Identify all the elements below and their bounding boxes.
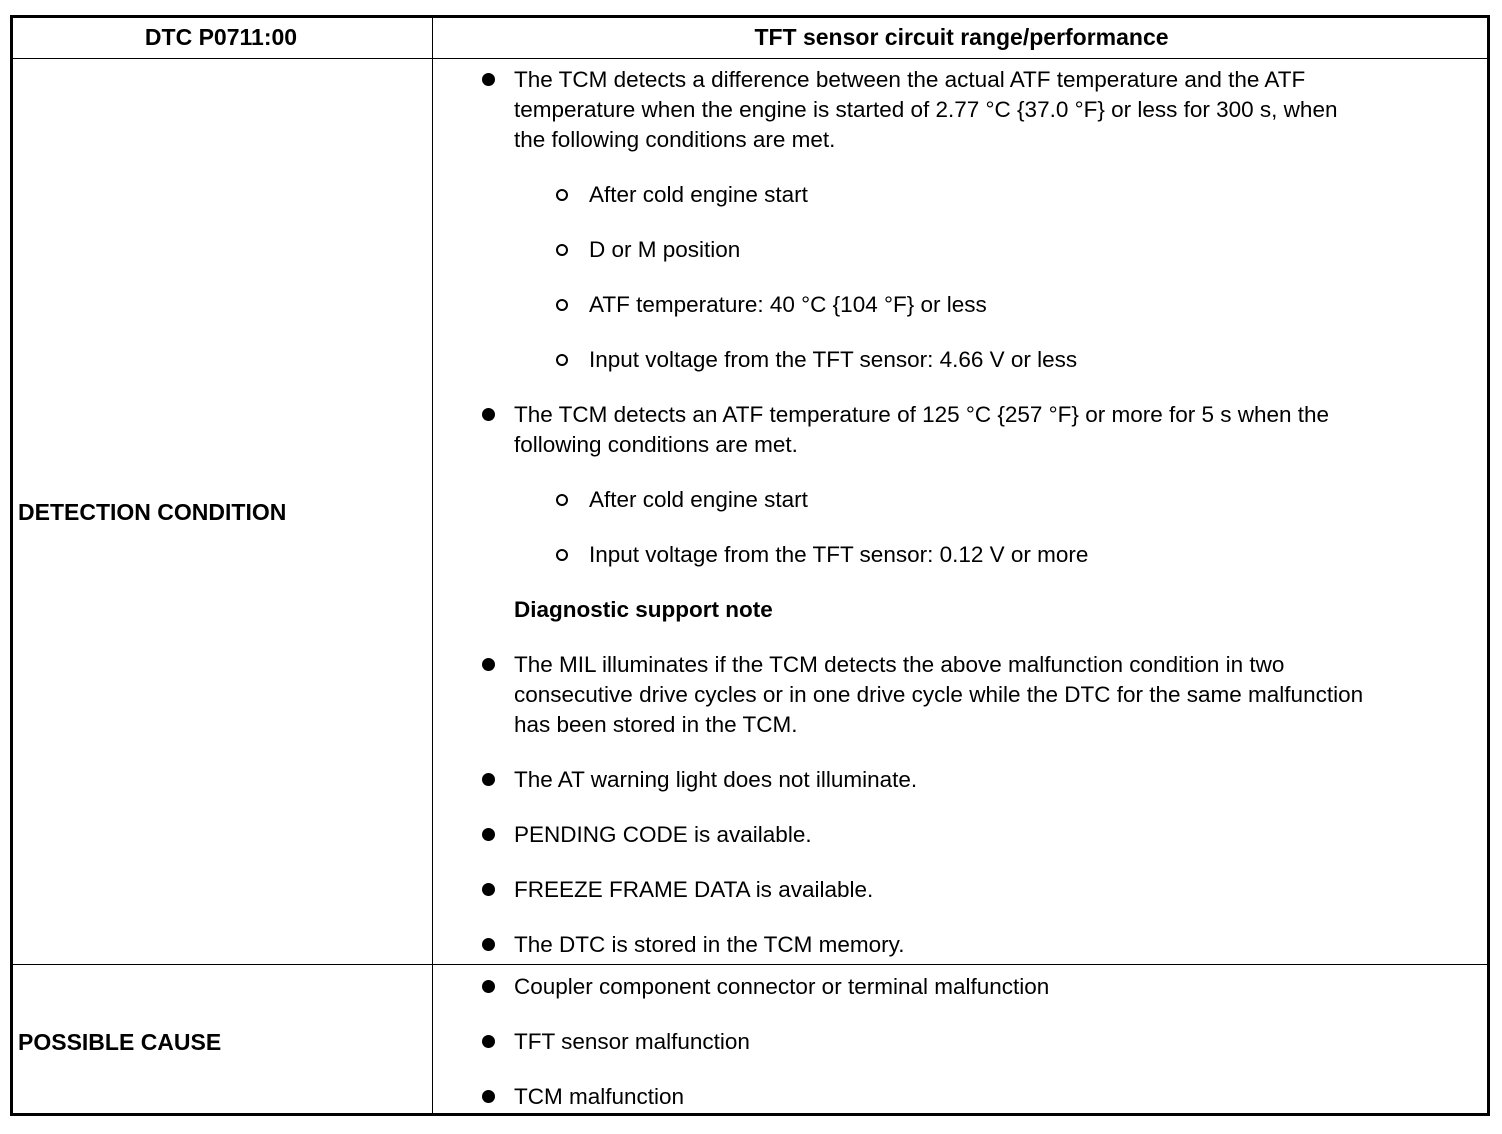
bullet-icon — [482, 1035, 495, 1048]
bullet-icon — [482, 828, 495, 841]
circle-bullet-icon — [556, 189, 568, 201]
detection-item-2-line-1: The TCM detects an ATF temperature of 125 °C {257 °F} or more for 5 s when the — [514, 402, 1330, 427]
detection-item-1-line-1: The TCM detects a difference between the actual ATF temperature and the ATF — [514, 67, 1306, 92]
cause-item: TFT sensor malfunction — [514, 1029, 750, 1054]
dtc-title-header: TFT sensor circuit range/performance — [754, 24, 1169, 50]
condition-item: Input voltage from the TFT sensor: 0.12 V or more — [589, 542, 1089, 567]
note-1-line-2: consecutive drive cycles or in one drive cycle while the DTC for the same malfunction — [514, 682, 1364, 707]
cause-item: Coupler component connector or terminal malfunction — [514, 974, 1050, 999]
condition-item: Input voltage from the TFT sensor: 4.66 V or less — [589, 347, 1078, 372]
bullet-icon — [482, 658, 495, 671]
condition-item: D or M position — [589, 237, 741, 262]
note-item: FREEZE FRAME DATA is available. — [514, 877, 874, 902]
column-divider — [432, 15, 433, 1116]
condition-item: ATF temperature: 40 °C {104 °F} or less — [589, 292, 987, 317]
dtc-code-header: DTC P0711:00 — [144, 24, 298, 50]
note-item: The DTC is stored in the TCM memory. — [514, 932, 905, 957]
bullet-icon — [482, 883, 495, 896]
note-item: The AT warning light does not illuminate. — [514, 767, 918, 792]
circle-bullet-icon — [556, 299, 568, 311]
cause-item: TCM malfunction — [514, 1084, 685, 1109]
circle-bullet-icon — [556, 549, 568, 561]
possible-cause-label: POSSIBLE CAUSE — [18, 1029, 222, 1055]
header-divider — [10, 58, 1490, 59]
circle-bullet-icon — [556, 354, 568, 366]
detection-condition-label: DETECTION CONDITION — [18, 499, 287, 525]
bullet-icon — [482, 1090, 495, 1103]
condition-item: After cold engine start — [589, 487, 808, 512]
circle-bullet-icon — [556, 494, 568, 506]
bullet-icon — [482, 980, 495, 993]
note-item: PENDING CODE is available. — [514, 822, 812, 847]
note-1-line-1: The MIL illuminates if the TCM detects the above malfunction condition in two — [514, 652, 1285, 677]
section-divider — [10, 964, 1490, 965]
bullet-icon — [482, 773, 495, 786]
bullet-icon — [482, 408, 495, 421]
circle-bullet-icon — [556, 244, 568, 256]
detection-item-1-line-2: temperature when the engine is started of 2.77 °C {37.0 °F} or less for 300 s, when — [514, 97, 1338, 122]
detection-item-2-line-2: following conditions are met. — [514, 432, 798, 457]
bullet-icon — [482, 73, 495, 86]
note-1-line-3: has been stored in the TCM. — [514, 712, 798, 737]
bullet-icon — [482, 938, 495, 951]
detection-item-1-line-3: the following conditions are met. — [514, 127, 836, 152]
condition-item: After cold engine start — [589, 182, 808, 207]
diagnostic-note-heading: Diagnostic support note — [514, 597, 773, 622]
